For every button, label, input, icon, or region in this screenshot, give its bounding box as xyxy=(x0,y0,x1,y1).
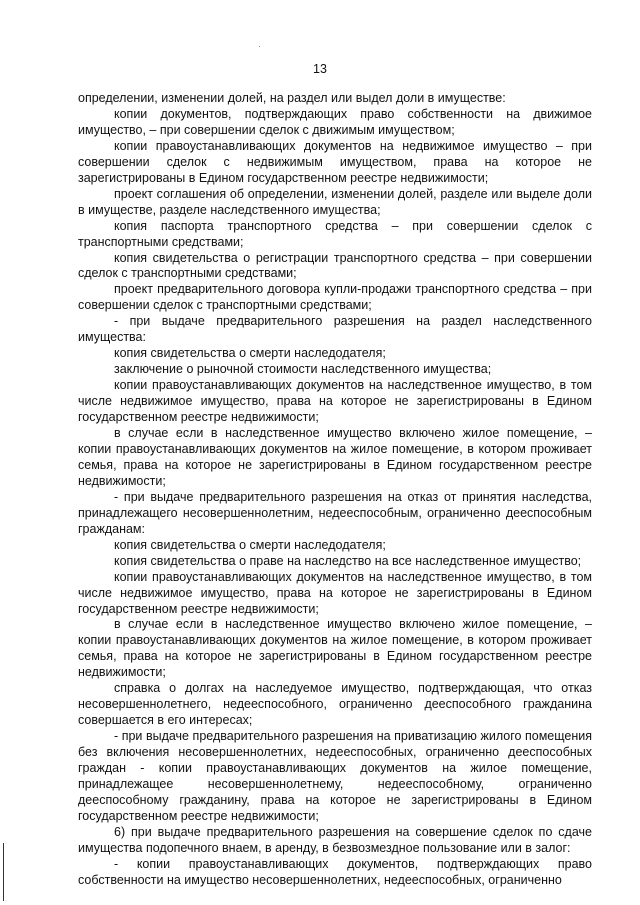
paragraph: копии правоустанавливающих документов на наследственное имущество, в том числе недвижимое имущество, права на которое не зарегистрированы в Едином государственном реестре недвижимости; xyxy=(78,378,592,425)
paragraph: копия свидетельства о регистрации транспортного средства – при совершении сделок с транспортными средствами; xyxy=(78,250,592,281)
paragraph: проект соглашения об определении, изменении долей, разделе или выделе доли в имуществе, разделе наследственного имущества; xyxy=(78,186,592,217)
scan-speck xyxy=(259,46,260,47)
paragraph: - при выдаче предварительного разрешения на отказ от принятия наследства, принадлежащего несовершеннолетним, недееспособным, ограниченно дееспособным гражданам: xyxy=(78,489,592,536)
paragraph: в случае если в наследственное имущество включено жилое помещение, – копии правоустанавливающих документов на жилое помещение, в котором проживает семья, права на которое не зарегистрированы в Едином государственном реестре недвижимости; xyxy=(78,426,592,488)
paragraph: копии правоустанавливающих документов на наследственное имущество, в том числе недвижимое имущество, права на которое не зарегистрированы в Едином государственном реестре недвижимости; xyxy=(78,569,592,616)
paragraph: копия свидетельства о праве на наследство на все наследственное имущество; xyxy=(114,553,582,568)
body-text xyxy=(78,91,592,889)
paragraph: справка о долгах на наследуемое имущество, подтверждающая, что отказ несовершеннолетнего, недееспособного, ограниченно дееспособного гражданина совершается в его интересах; xyxy=(78,681,592,728)
paragraph: копия свидетельства о смерти наследодателя; xyxy=(114,537,386,552)
paragraph: проект предварительного договора купли-продажи транспортного средства – при совершении сделок с транспортными средствами; xyxy=(78,282,592,313)
paragraph: - копии правоустанавливающих документов, подтверждающих право собственности на имущество несовершеннолетних, недееспособных, ограниченно xyxy=(78,856,592,887)
paragraph: 6) при выдаче предварительного разрешения на совершение сделок по сдаче имущества подопечного внаем, в аренду, в безвозмездное пользование или в залог: xyxy=(78,824,592,855)
paragraph: копия свидетельства о смерти наследодателя; xyxy=(114,346,386,361)
paragraph: в случае если в наследственное имущество включено жилое помещение, – копии правоустанавливающих документов на жилое помещение, в котором проживает семья, права на которое не зарегистрированы в Едином государственном реестре недвижимости; xyxy=(78,617,592,680)
scan-edge-line xyxy=(3,843,4,901)
page-number: 13 xyxy=(313,62,327,76)
paragraph: заключение о рыночной стоимости наследственного имущества; xyxy=(114,362,492,377)
paragraph: - при выдаче предварительного разрешения на приватизацию жилого помещения без включения несовершеннолетних, недееспособных, ограниченно дееспособных граждан - копии правоустанавливающих документов на жилое помещение, принадлежащее несовершеннолетнему, недееспособному, ограниченно дееспособному гражданину, права на которое не зарегистрированы в Едином государственном реестре недвижимости; xyxy=(78,729,592,823)
paragraph: копии правоустанавливающих документов на недвижимое имущество – при совершении сделок с недвижимым имуществом, права на которое не зарегистрированы в Едином государственном реестре недвижимости; xyxy=(78,138,592,185)
paragraph: копии документов, подтверждающих право собственности на движимое имущество, – при совершении сделок с движимым имуществом; xyxy=(78,106,592,137)
paragraph: - при выдаче предварительного разрешения на раздел наследственного имущества: xyxy=(78,314,592,345)
paragraph: определении, изменении долей, на раздел или выдел доли в имуществе: xyxy=(78,91,506,105)
paragraph: копия паспорта транспортного средства – при совершении сделок с транспортными средствами; xyxy=(78,218,592,249)
